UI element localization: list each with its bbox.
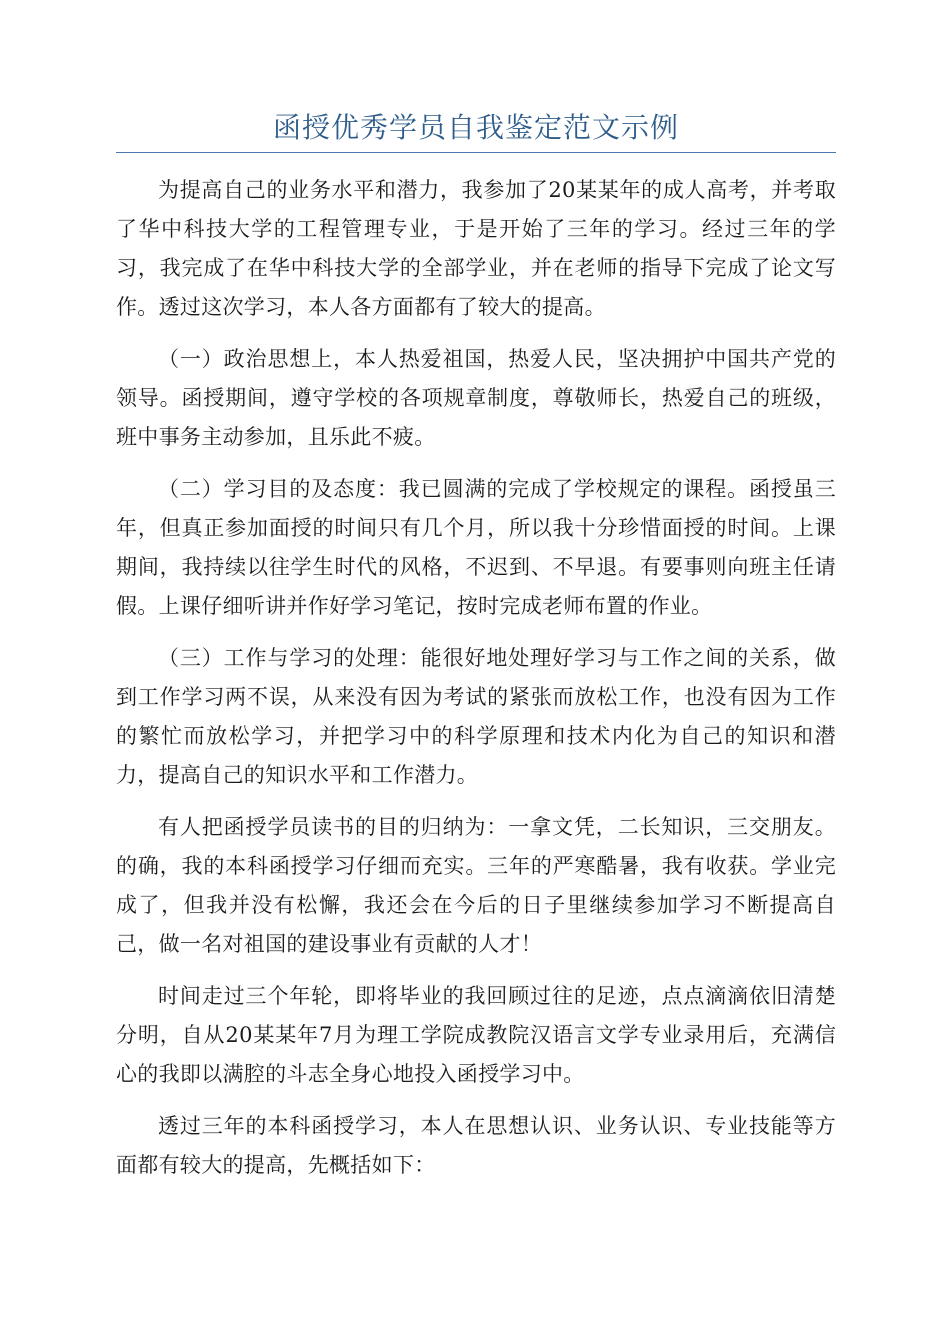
paragraph-politics: （一）政治思想上，本人热爱祖国，热爱人民，坚决拥护中国共产党的领导。函授期间，遵守学校的各项规章制度，尊敬师长，热爱自己的班级，班中事务主动参加，且乐此不疲。 <box>116 347 836 449</box>
title-underline <box>116 152 836 153</box>
document-title: 函授优秀学员自我鉴定范文示例 <box>272 111 679 144</box>
paragraph-work-study-balance: （三）工作与学习的处理：能很好地处理好学习与工作之间的关系，做到工作学习两不误，从来没有因为考试的紧张而放松工作，也没有因为工作的繁忙而放松学习，并把学习中的科学原理和技术内化为自己的知识和潜力，提高自己的知识水平和工作潜力。 <box>116 646 836 787</box>
document-page <box>116 108 836 1198</box>
paragraph-study-attitude: （二）学习目的及态度：我已圆满的完成了学校规定的课程。函授虽三年，但真正参加面授的时间只有几个月，所以我十分珍惜面授的时间。上课期间，我持续以往学生时代的风格，不迟到、不早退。有要事则向班主任请假。上课仔细听讲并作好学习笔记，按时完成老师布置的作业。 <box>116 477 836 618</box>
paragraph-goals: 有人把函授学员读书的目的归纳为：一拿文凭，二长知识，三交朋友。的确，我的本科函授学习仔细而充实。三年的严寒酷暑，我有收获。学业完成了，但我并没有松懈，我还会在今后的日子里继续参加学习不断提高自己，做一名对祖国的建设事业有贡献的人才！ <box>116 815 836 956</box>
paragraph-summary-lead: 透过三年的本科函授学习，本人在思想认识、业务认识、专业技能等方面都有较大的提高，先概括如下： <box>116 1114 836 1177</box>
document-body <box>116 171 836 1185</box>
paragraph-intro: 为提高自己的业务水平和潜力，我参加了20某某年的成人高考，并考取了华中科技大学的工程管理专业，于是开始了三年的学习。经过三年的学习，我完成了在华中科技大学的全部学业，并在老师的指导下完成了论文写作。透过这次学习，本人各方面都有了较大的提高。 <box>116 178 836 319</box>
paragraph-retrospective: 时间走过三个年轮，即将毕业的我回顾过往的足迹，点点滴滴依旧清楚分明，自从20某某年7月为理工学院成教院汉语言文学专业录用后，充满信心的我即以满腔的斗志全身心地投入函授学习中。 <box>116 984 836 1086</box>
